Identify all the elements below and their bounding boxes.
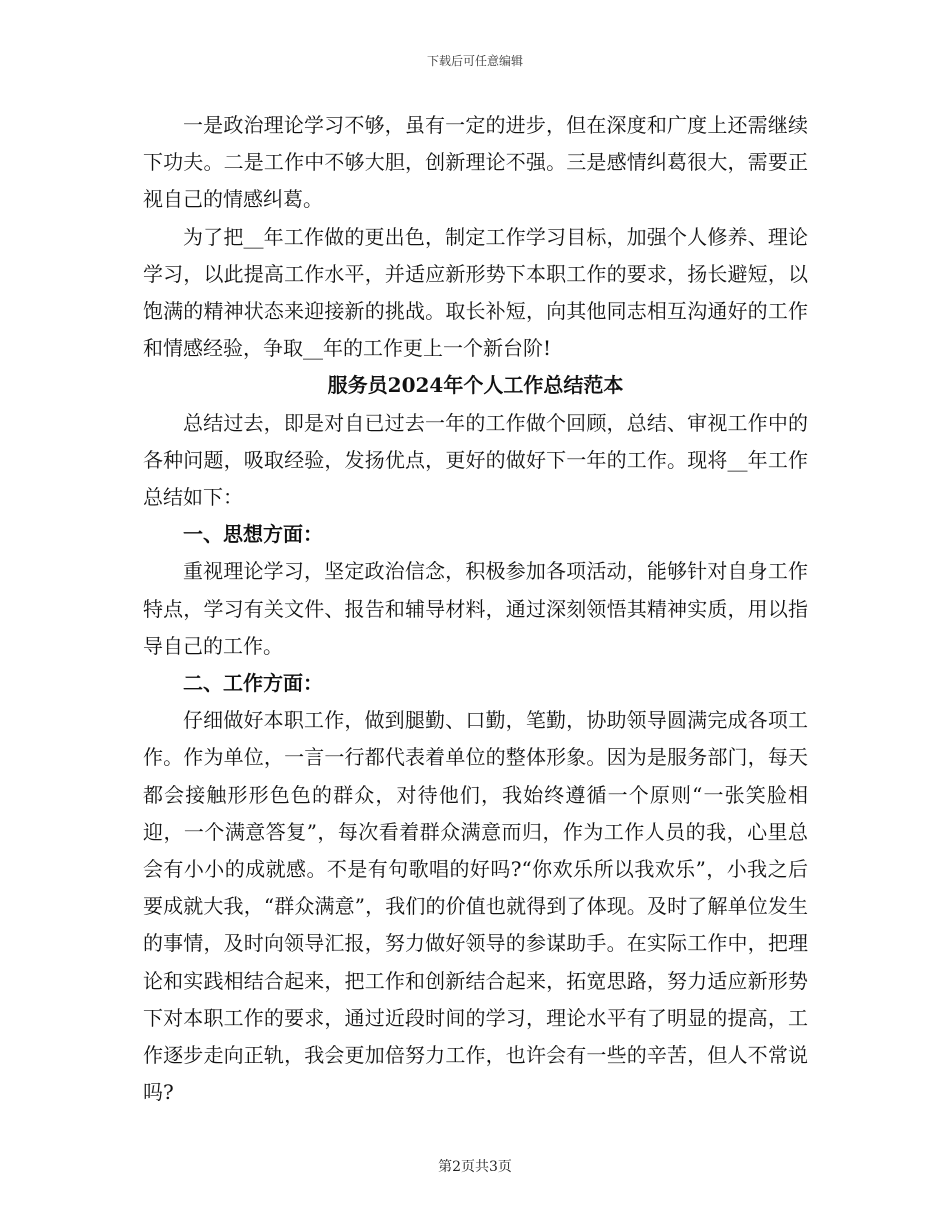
page-number: 第2页共3页 [438, 1159, 512, 1175]
page-header: 下载后可任意编辑 [426, 54, 523, 68]
document-title: 服务员2024年个人工作总结范本 [327, 373, 624, 398]
section-heading-thought: 一、思想方面： [183, 522, 323, 547]
section-heading-work: 二、工作方面： [183, 671, 323, 696]
paragraph-goals: 为了把__年工作做的更出色，制定工作学习目标，加强个人修养、理论学习，以此提高工作水平，并适应新形势下本职工作的要求，扬长避短，以饱满的精神状态来迎接新的挑战。取长补短，向其他同志相互沟通好的工作和情感经验，争取__年的工作更上一个新台阶! [143, 224, 808, 361]
paragraph-work: 仔细做好本职工作，做到腿勤、口勤，笔勤，协助领导圆满完成各项工作。作为单位，一言一行都代表着单位的整体形象。因为是服务部门，每天都会接触形形色色的群众，对待他们，我始终遵循一个原则“一张笑脸相迎，一个满意答复”，每次看着群众满意而归，作为工作人员的我，心里总会有小小的成就感。不是有句歌唱的好吗?“你欢乐所以我欢乐”，小我之后要成就大我，“群众满意”，我们的价值也就得到了体现。及时了解单位发生的事情，及时向领导汇报，努力做好领导的参谋助手。在实际工作中，把理论和实践相结合起来，把工作和创新结合起来，拓宽思路，努力适应新形势下对本职工作的要求，通过近段时间的学习，理论水平有了明显的提高，工作逐步走向正轨，我会更加倍努力工作，也许会有一些的辛苦，但人不常说吗? [143, 708, 808, 1105]
paragraph-thought: 重视理论学习，坚定政治信念，积极参加各项活动，能够针对自身工作特点，学习有关文件、报告和辅导材料，通过深刻领悟其精神实质，用以指导自己的工作。 [143, 559, 808, 658]
paragraph-intro: 总结过去，即是对自已过去一年的工作做个回顾，总结、审视工作中的各种问题，吸取经验，发扬优点，更好的做好下一年的工作。现将__年工作总结如下： [143, 410, 808, 510]
paragraph-shortcomings: 一是政治理论学习不够，虽有一定的进步，但在深度和广度上还需继续下功夫。二是工作中不够大胆，创新理论不强。三是感情纠葛很大，需要正视自己的情感纠葛。 [143, 113, 808, 212]
document-body [143, 107, 808, 1111]
